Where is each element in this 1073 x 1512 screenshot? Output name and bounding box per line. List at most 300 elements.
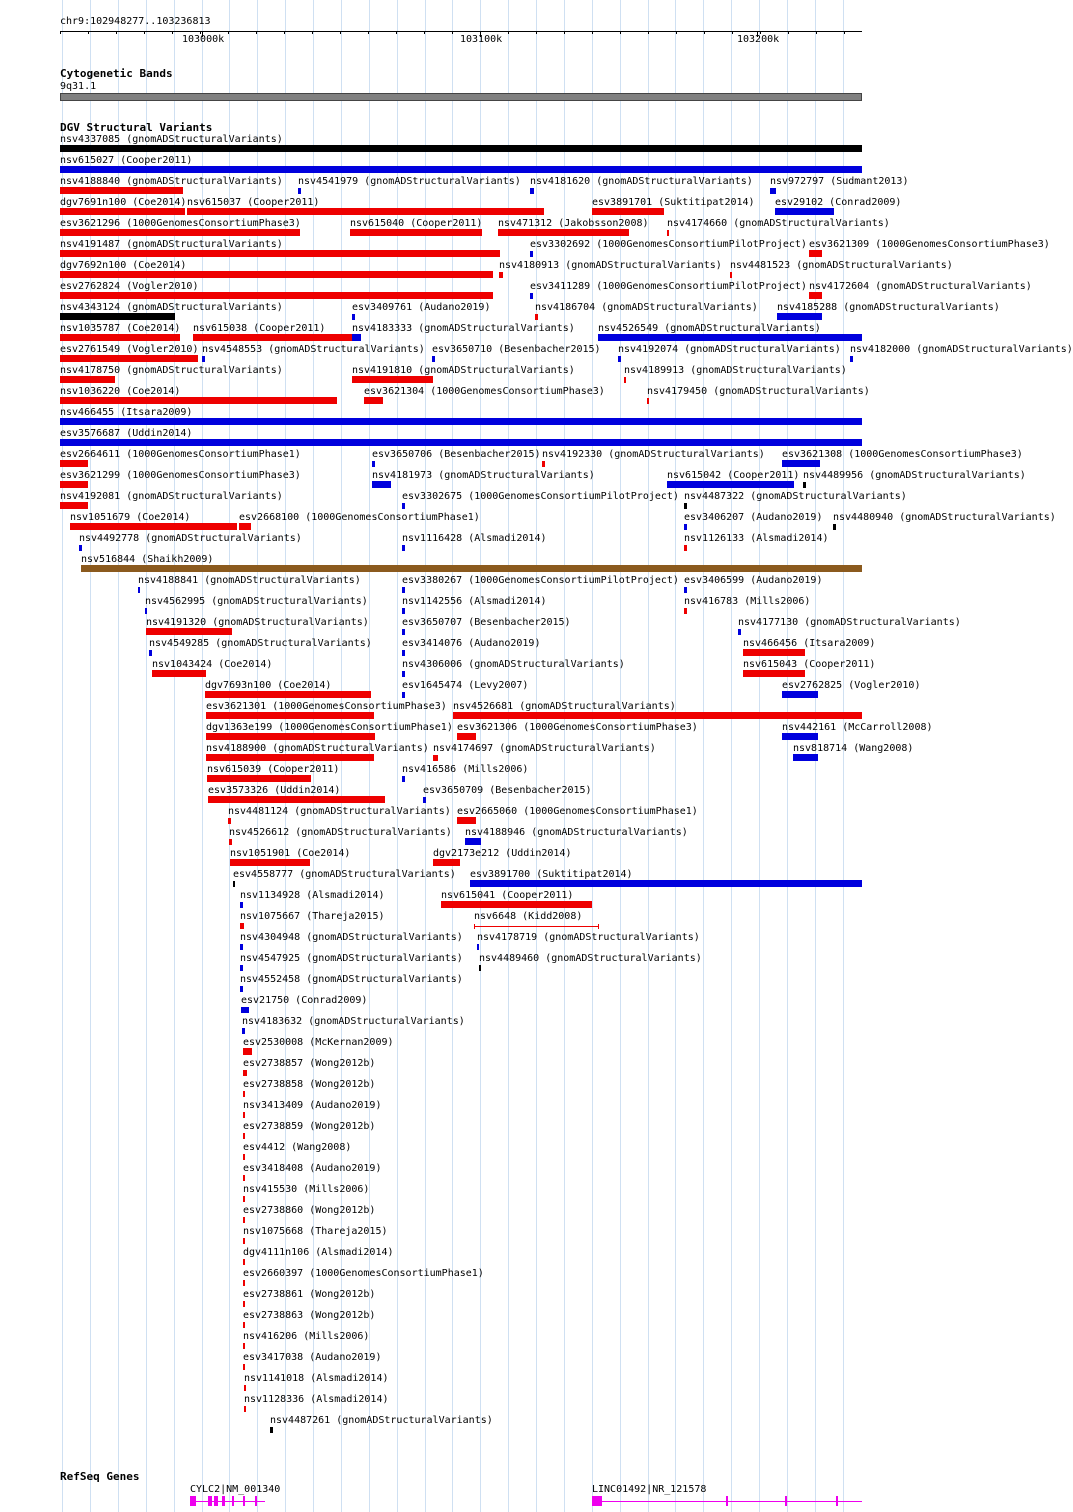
gene-exon[interactable]	[208, 1496, 212, 1506]
variant-bar[interactable]	[684, 587, 687, 593]
variant-label[interactable]: nsv1134928 (Alsmadi2014)	[240, 890, 385, 901]
variant-label[interactable]: nsv4178750 (gnomADStructuralVariants)	[60, 365, 283, 376]
variant-bar[interactable]	[743, 670, 805, 677]
variant-label[interactable]: nsv615042 (Cooper2011)	[667, 470, 800, 481]
variant-label[interactable]: nsv415530 (Mills2006)	[243, 1184, 370, 1195]
variant-bar[interactable]	[205, 691, 371, 698]
variant-label[interactable]: esv2738863 (Wong2012b)	[243, 1310, 376, 1321]
variant-bar[interactable]	[684, 503, 687, 509]
variant-bar[interactable]	[60, 502, 88, 509]
cytoband-label: 9q31.1	[60, 81, 97, 92]
ruler-tick-label: 103000k	[182, 34, 225, 45]
variant-label[interactable]: nsv1043424 (Coe2014)	[152, 659, 273, 670]
variant-label[interactable]: nsv4189913 (gnomADStructuralVariants)	[624, 365, 847, 376]
variant-bar[interactable]	[530, 251, 533, 257]
variant-label[interactable]: nsv1126133 (Alsmadi2014)	[684, 533, 829, 544]
variant-label[interactable]: nsv4183333 (gnomADStructuralVariants)	[352, 323, 575, 334]
variant-bar[interactable]	[782, 460, 820, 467]
variant-bar[interactable]	[243, 1322, 245, 1328]
variant-bar[interactable]	[402, 545, 405, 551]
ruler-tick	[620, 31, 621, 34]
variant-label[interactable]: esv3621299 (1000GenomesConsortiumPhase3)	[60, 470, 301, 481]
variant-label[interactable]: nsv442161 (McCarroll2008)	[782, 722, 933, 733]
variant-label[interactable]: esv3418408 (Audano2019)	[243, 1163, 382, 1174]
ruler-tick	[564, 31, 565, 34]
variant-label[interactable]: nsv4177130 (gnomADStructuralVariants)	[738, 617, 961, 628]
gene-exon[interactable]	[222, 1496, 225, 1506]
variant-bar[interactable]	[60, 313, 175, 320]
refseq-track-title: RefSeq Genes	[60, 1470, 140, 1483]
variant-label[interactable]: nsv4192330 (gnomADStructuralVariants)	[542, 449, 765, 460]
variant-label[interactable]: nsv4541979 (gnomADStructuralVariants)	[298, 176, 521, 187]
variant-bar[interactable]	[187, 208, 544, 215]
variant-bar[interactable]	[782, 733, 818, 740]
variant-bar[interactable]	[684, 545, 687, 551]
variant-bar[interactable]	[240, 923, 244, 929]
variant-bar[interactable]	[138, 587, 140, 593]
variant-label[interactable]: esv3406207 (Audano2019)	[684, 512, 823, 523]
ruler-tick	[844, 31, 845, 34]
variant-label[interactable]: nsv4188841 (gnomADStructuralVariants)	[138, 575, 361, 586]
variant-label[interactable]: nsv4489956 (gnomADStructuralVariants)	[803, 470, 1026, 481]
variant-bar[interactable]	[240, 944, 243, 950]
variant-label[interactable]: esv3573326 (Uddin2014)	[208, 785, 341, 796]
variant-label[interactable]: esv3406599 (Audano2019)	[684, 575, 823, 586]
variant-bar[interactable]	[243, 1070, 247, 1076]
variant-bar[interactable]	[402, 608, 405, 614]
variant-bar[interactable]	[592, 208, 664, 215]
variant-label[interactable]: nsv1051679 (Coe2014)	[70, 512, 191, 523]
variant-bar[interactable]	[803, 482, 806, 488]
variant-label[interactable]: esv2738861 (Wong2012b)	[243, 1289, 376, 1300]
variant-bar[interactable]	[240, 965, 243, 971]
variant-label[interactable]: esv3621309 (1000GenomesConsortiumPhase3)	[809, 239, 1050, 250]
gene-exon[interactable]	[726, 1496, 728, 1506]
variant-label[interactable]: esv3621308 (1000GenomesConsortiumPhase3)	[782, 449, 1023, 460]
variant-label[interactable]: nsv4181973 (gnomADStructuralVariants)	[372, 470, 595, 481]
variant-label[interactable]: nsv615043 (Cooper2011)	[743, 659, 876, 670]
variant-bar[interactable]	[433, 755, 438, 761]
variant-label[interactable]: esv21750 (Conrad2009)	[241, 995, 368, 1006]
variant-label[interactable]: esv3302692 (1000GenomesConsortiumPilotProject)	[530, 239, 807, 250]
gene-exon[interactable]	[592, 1496, 602, 1506]
variant-bar[interactable]	[743, 649, 805, 656]
variant-bar[interactable]	[530, 188, 534, 194]
gene-label[interactable]: LINC01492|NR_121578	[592, 1484, 707, 1495]
gene-intron-line[interactable]	[190, 1501, 265, 1502]
variant-bar[interactable]	[79, 545, 82, 551]
variant-label[interactable]: esv2660397 (1000GenomesConsortiumPhase1)	[243, 1268, 484, 1279]
variant-bar[interactable]	[809, 250, 822, 257]
variant-bar[interactable]	[402, 650, 405, 656]
variant-label[interactable]: esv2668100 (1000GenomesConsortiumPhase1)	[239, 512, 480, 523]
variant-bar[interactable]	[474, 926, 599, 927]
variant-label[interactable]: nsv4487322 (gnomADStructuralVariants)	[684, 491, 907, 502]
variant-label[interactable]: nsv4487261 (gnomADStructuralVariants)	[270, 1415, 493, 1426]
variant-label[interactable]: esv3409761 (Audano2019)	[352, 302, 491, 313]
ruler-tick	[396, 31, 397, 34]
variant-bar[interactable]	[243, 1133, 245, 1139]
ruler-tick	[256, 31, 257, 34]
ruler-tick	[172, 31, 173, 34]
variant-bar[interactable]	[243, 1238, 245, 1244]
gene-exon[interactable]	[190, 1496, 196, 1506]
variant-label[interactable]: nsv4552458 (gnomADStructuralVariants)	[240, 974, 463, 985]
variant-label[interactable]: nsv466455 (Itsara2009)	[60, 407, 193, 418]
variant-label[interactable]: nsv4180913 (gnomADStructuralVariants)	[499, 260, 722, 271]
variant-bar[interactable]	[60, 418, 862, 425]
ruler-tick	[592, 31, 593, 34]
variant-label[interactable]: esv2530008 (McKernan2009)	[243, 1037, 394, 1048]
ruler-tick	[452, 31, 453, 34]
ruler-tick	[732, 31, 733, 34]
variant-bar[interactable]	[60, 187, 183, 194]
variant-label[interactable]: esv3380267 (1000GenomesConsortiumPilotProject)	[402, 575, 679, 586]
variant-label[interactable]: nsv4337085 (gnomADStructuralVariants)	[60, 134, 283, 145]
variant-bar[interactable]	[60, 271, 493, 278]
variant-label[interactable]: nsv4481523 (gnomADStructuralVariants)	[730, 260, 953, 271]
variant-end-cap	[598, 924, 599, 929]
variant-label[interactable]: nsv615041 (Cooper2011)	[441, 890, 574, 901]
variant-bar[interactable]	[402, 629, 405, 635]
variant-bar[interactable]	[243, 1154, 245, 1160]
variant-bar[interactable]	[352, 334, 361, 341]
variant-bar[interactable]	[243, 1048, 252, 1055]
variant-label[interactable]: esv3417038 (Audano2019)	[243, 1352, 382, 1363]
variant-bar[interactable]	[60, 208, 185, 215]
variant-label[interactable]: nsv4188900 (gnomADStructuralVariants)	[206, 743, 429, 754]
variant-label[interactable]: esv3621306 (1000GenomesConsortiumPhase3)	[457, 722, 698, 733]
ruler-tick-label: 103200k	[737, 34, 780, 45]
gene-exon[interactable]	[214, 1496, 218, 1506]
variant-bar[interactable]	[60, 376, 115, 383]
variant-label[interactable]: nsv818714 (Wang2008)	[793, 743, 914, 754]
variant-bar[interactable]	[782, 691, 818, 698]
variant-bar[interactable]	[441, 901, 592, 908]
variant-label[interactable]: nsv615027 (Cooper2011)	[60, 155, 193, 166]
variant-label[interactable]: nsv416783 (Mills2006)	[684, 596, 811, 607]
variant-label[interactable]: nsv4304948 (gnomADStructuralVariants)	[240, 932, 463, 943]
variant-label[interactable]: nsv4192074 (gnomADStructuralVariants)	[618, 344, 841, 355]
variant-bar[interactable]	[530, 293, 533, 299]
ruler-tick	[508, 31, 509, 34]
variant-label[interactable]: esv3302675 (1000GenomesConsortiumPilotProject)	[402, 491, 679, 502]
variant-label[interactable]: nsv1075667 (Thareja2015)	[240, 911, 385, 922]
variant-label[interactable]: nsv1035787 (Coe2014)	[60, 323, 181, 334]
gene-exon[interactable]	[785, 1496, 787, 1506]
variant-bar[interactable]	[453, 712, 862, 719]
ruler-tick	[116, 31, 117, 34]
variant-label[interactable]: nsv4548553 (gnomADStructuralVariants)	[202, 344, 425, 355]
variant-label[interactable]: nsv4562995 (gnomADStructuralVariants)	[145, 596, 368, 607]
variant-bar[interactable]	[243, 1091, 245, 1097]
variant-label[interactable]: esv3621301 (1000GenomesConsortiumPhase3)	[206, 701, 447, 712]
variant-bar[interactable]	[364, 397, 383, 404]
variant-bar[interactable]	[60, 292, 493, 299]
variant-bar[interactable]	[270, 1427, 273, 1433]
ruler-tick	[704, 31, 705, 34]
variant-label[interactable]: esv2738857 (Wong2012b)	[243, 1058, 376, 1069]
variant-label[interactable]: esv3891701 (Suktitipat2014)	[592, 197, 755, 208]
variant-bar[interactable]	[60, 397, 337, 404]
variant-bar[interactable]	[243, 1112, 245, 1118]
variant-label[interactable]: nsv4489460 (gnomADStructuralVariants)	[479, 953, 702, 964]
variant-bar[interactable]	[243, 1343, 245, 1349]
variant-label[interactable]: nsv1036220 (Coe2014)	[60, 386, 181, 397]
variant-bar[interactable]	[350, 229, 482, 236]
variant-bar[interactable]	[667, 230, 669, 236]
variant-label[interactable]: nsv4481124 (gnomADStructuralVariants)	[228, 806, 451, 817]
variant-bar[interactable]	[60, 355, 198, 362]
variant-label[interactable]: dgv4111n106 (Alsmadi2014)	[243, 1247, 394, 1258]
variant-label[interactable]: nsv615040 (Cooper2011)	[350, 218, 483, 229]
variant-bar[interactable]	[498, 229, 629, 236]
variant-bar[interactable]	[60, 481, 88, 488]
variant-bar[interactable]	[479, 965, 481, 971]
variant-label[interactable]: esv3650706 (Besenbacher2015)	[372, 449, 541, 460]
variant-label[interactable]: nsv4172604 (gnomADStructuralVariants)	[809, 281, 1032, 292]
variant-bar[interactable]	[152, 670, 206, 677]
variant-label[interactable]: nsv1142556 (Alsmadi2014)	[402, 596, 547, 607]
variant-label[interactable]: nsv4183632 (gnomADStructuralVariants)	[242, 1016, 465, 1027]
variant-bar[interactable]	[402, 503, 405, 509]
variant-bar[interactable]	[70, 523, 237, 530]
variant-label[interactable]: nsv3413409 (Audano2019)	[243, 1100, 382, 1111]
variant-label[interactable]: nsv4306006 (gnomADStructuralVariants)	[402, 659, 625, 670]
variant-label[interactable]: esv2738860 (Wong2012b)	[243, 1205, 376, 1216]
variant-label[interactable]: nsv4186704 (gnomADStructuralVariants)	[535, 302, 758, 313]
variant-label[interactable]: dgv7691n100 (Coe2014)	[60, 197, 187, 208]
variant-bar[interactable]	[372, 481, 391, 488]
variant-bar[interactable]	[60, 229, 300, 236]
variant-bar[interactable]	[432, 356, 435, 362]
variant-bar[interactable]	[465, 838, 481, 845]
variant-label[interactable]: esv3650710 (Besenbacher2015)	[432, 344, 601, 355]
variant-bar[interactable]	[60, 439, 862, 446]
variant-bar[interactable]	[352, 314, 355, 320]
variant-bar[interactable]	[193, 334, 352, 341]
variant-label[interactable]: esv3891700 (Suktitipat2014)	[470, 869, 633, 880]
variant-bar[interactable]	[402, 587, 405, 593]
variant-label[interactable]: dgv1363e199 (1000GenomesConsortiumPhase1)	[206, 722, 453, 733]
variant-bar[interactable]	[206, 712, 374, 719]
variant-bar[interactable]	[241, 1007, 249, 1013]
variant-bar[interactable]	[242, 1028, 245, 1034]
variant-bar[interactable]	[352, 376, 433, 383]
gene-exon[interactable]	[836, 1496, 838, 1506]
variant-label[interactable]: nsv1051901 (Coe2014)	[230, 848, 351, 859]
variant-bar[interactable]	[738, 629, 741, 635]
variant-label[interactable]: esv3411289 (1000GenomesConsortiumPilotProject)	[530, 281, 807, 292]
variant-bar[interactable]	[206, 733, 375, 740]
variant-bar[interactable]	[647, 398, 649, 404]
variant-label[interactable]: nsv4191810 (gnomADStructuralVariants)	[352, 365, 575, 376]
variant-bar[interactable]	[60, 250, 500, 257]
variant-label[interactable]: nsv1075668 (Thareja2015)	[243, 1226, 388, 1237]
variant-bar[interactable]	[477, 944, 479, 950]
variant-label[interactable]: esv2738858 (Wong2012b)	[243, 1079, 376, 1090]
variant-label[interactable]: nsv4174697 (gnomADStructuralVariants)	[433, 743, 656, 754]
cytoband-bar[interactable]	[60, 93, 862, 101]
variant-bar[interactable]	[457, 817, 476, 824]
variant-bar[interactable]	[624, 377, 626, 383]
variant-bar[interactable]	[243, 1175, 245, 1181]
variant-label[interactable]: nsv4188946 (gnomADStructuralVariants)	[465, 827, 688, 838]
variant-label[interactable]: esv3621304 (1000GenomesConsortiumPhase3)	[364, 386, 605, 397]
variant-label[interactable]: esv3650709 (Besenbacher2015)	[423, 785, 592, 796]
variant-bar[interactable]	[423, 797, 426, 803]
variant-bar[interactable]	[243, 1364, 245, 1370]
ruler-tick	[424, 31, 425, 34]
variant-label[interactable]: dgv2173e212 (Uddin2014)	[433, 848, 572, 859]
variant-label[interactable]: esv3650707 (Besenbacher2015)	[402, 617, 571, 628]
gene-exon[interactable]	[232, 1496, 234, 1506]
variant-bar[interactable]	[667, 481, 794, 488]
variant-label[interactable]: nsv4480940 (gnomADStructuralVariants)	[833, 512, 1056, 523]
variant-label[interactable]: nsv615039 (Cooper2011)	[207, 764, 340, 775]
variant-bar[interactable]	[233, 881, 235, 887]
variant-bar[interactable]	[60, 334, 180, 341]
variant-label[interactable]: nsv4192081 (gnomADStructuralVariants)	[60, 491, 283, 502]
variant-bar[interactable]	[240, 902, 243, 908]
variant-bar[interactable]	[240, 986, 243, 992]
variant-bar[interactable]	[402, 776, 405, 782]
variant-bar[interactable]	[202, 356, 205, 362]
variant-bar[interactable]	[243, 1301, 245, 1307]
variant-bar[interactable]	[535, 314, 538, 320]
variant-bar[interactable]	[770, 188, 776, 194]
variant-label[interactable]: nsv471312 (Jakobsson2008)	[498, 218, 649, 229]
variant-bar[interactable]	[793, 754, 818, 761]
variant-label[interactable]: esv4412 (Wang2008)	[243, 1142, 352, 1153]
variant-bar[interactable]	[598, 334, 862, 341]
variant-label[interactable]: dgv7693n100 (Coe2014)	[205, 680, 332, 691]
variant-bar[interactable]	[81, 565, 862, 572]
variant-label[interactable]: esv2665060 (1000GenomesConsortiumPhase1)	[457, 806, 698, 817]
variant-label[interactable]: nsv4191320 (gnomADStructuralVariants)	[146, 617, 369, 628]
variant-label[interactable]: nsv4526681 (gnomADStructuralVariants)	[453, 701, 676, 712]
variant-bar[interactable]	[542, 461, 545, 467]
variant-bar[interactable]	[207, 775, 311, 782]
variant-bar[interactable]	[684, 608, 687, 614]
variant-label[interactable]: nsv1141018 (Alsmadi2014)	[244, 1373, 389, 1384]
variant-label[interactable]: nsv4181620 (gnomADStructuralVariants)	[530, 176, 753, 187]
variant-label[interactable]: esv2762824 (Vogler2010)	[60, 281, 199, 292]
variant-label[interactable]: esv3576687 (Uddin2014)	[60, 428, 193, 439]
variant-label[interactable]: esv2738859 (Wong2012b)	[243, 1121, 376, 1132]
variant-label[interactable]: nsv4526549 (gnomADStructuralVariants)	[598, 323, 821, 334]
ruler-tick	[340, 31, 341, 34]
variant-bar[interactable]	[230, 859, 310, 866]
variant-label[interactable]: nsv615038 (Cooper2011)	[193, 323, 326, 334]
variant-bar[interactable]	[145, 608, 147, 614]
variant-label[interactable]: dgv7692n100 (Coe2014)	[60, 260, 187, 271]
variant-label[interactable]: nsv972797 (Sudmant2013)	[770, 176, 909, 187]
variant-label[interactable]: nsv4191487 (gnomADStructuralVariants)	[60, 239, 283, 250]
variant-bar[interactable]	[618, 356, 621, 362]
variant-bar[interactable]	[60, 166, 862, 173]
variant-bar[interactable]	[244, 1385, 246, 1391]
variant-label[interactable]: nsv4178719 (gnomADStructuralVariants)	[477, 932, 700, 943]
gene-exon[interactable]	[243, 1496, 245, 1506]
variant-bar[interactable]	[243, 1280, 245, 1286]
ruler-tick	[368, 31, 369, 34]
variant-bar[interactable]	[243, 1217, 245, 1223]
variant-bar[interactable]	[809, 292, 822, 299]
variant-bar[interactable]	[298, 188, 301, 194]
variant-label[interactable]: nsv466456 (Itsara2009)	[743, 638, 876, 649]
variant-label[interactable]: nsv4174660 (gnomADStructuralVariants)	[667, 218, 890, 229]
variant-label[interactable]: esv2761549 (Vogler2010)	[60, 344, 199, 355]
variant-label[interactable]: nsv4185288 (gnomADStructuralVariants)	[777, 302, 1000, 313]
variant-label[interactable]: nsv4179450 (gnomADStructuralVariants)	[647, 386, 870, 397]
variant-label[interactable]: esv29102 (Conrad2009)	[775, 197, 902, 208]
variant-bar[interactable]	[229, 839, 232, 845]
variant-bar[interactable]	[206, 754, 374, 761]
variant-label[interactable]: nsv4549285 (gnomADStructuralVariants)	[149, 638, 372, 649]
gene-label[interactable]: CYLC2|NM_001340	[190, 1484, 281, 1495]
variant-label[interactable]: nsv416586 (Mills2006)	[402, 764, 529, 775]
variant-bar[interactable]	[777, 313, 822, 320]
dgv-track-title: DGV Structural Variants	[60, 121, 213, 134]
variant-label[interactable]: esv1645474 (Levy2007)	[402, 680, 529, 691]
ruler-tick	[788, 31, 789, 34]
variant-bar[interactable]	[228, 818, 231, 824]
variant-bar[interactable]	[146, 628, 232, 635]
variant-label[interactable]: nsv4182000 (gnomADStructuralVariants)	[850, 344, 1073, 355]
variant-bar[interactable]	[372, 461, 375, 467]
variant-bar[interactable]	[457, 733, 476, 740]
variant-bar[interactable]	[402, 692, 405, 698]
variant-bar[interactable]	[833, 524, 836, 530]
ruler-tick	[88, 31, 89, 34]
variant-bar[interactable]	[684, 524, 687, 530]
variant-label[interactable]: nsv615037 (Cooper2011)	[187, 197, 320, 208]
variant-label[interactable]: nsv416206 (Mills2006)	[243, 1331, 370, 1342]
variant-bar[interactable]	[775, 208, 834, 215]
variant-label[interactable]: nsv516844 (Shaikh2009)	[81, 554, 214, 565]
variant-label[interactable]: esv4558777 (gnomADStructuralVariants)	[233, 869, 456, 880]
variant-bar[interactable]	[243, 1196, 245, 1202]
variant-bar[interactable]	[243, 1259, 245, 1265]
variant-bar[interactable]	[244, 1406, 246, 1412]
variant-bar[interactable]	[850, 356, 853, 362]
variant-bar[interactable]	[60, 460, 88, 467]
variant-label[interactable]: nsv4547925 (gnomADStructuralVariants)	[240, 953, 463, 964]
variant-bar[interactable]	[60, 145, 862, 152]
variant-bar[interactable]	[433, 859, 460, 866]
variant-label[interactable]: nsv1116428 (Alsmadi2014)	[402, 533, 547, 544]
variant-label[interactable]: esv2664611 (1000GenomesConsortiumPhase1)	[60, 449, 301, 460]
variant-label[interactable]: esv3621296 (1000GenomesConsortiumPhase3)	[60, 218, 301, 229]
variant-label[interactable]: nsv4526612 (gnomADStructuralVariants)	[229, 827, 452, 838]
gene-exon[interactable]	[255, 1496, 257, 1506]
variant-label[interactable]: nsv4343124 (gnomADStructuralVariants)	[60, 302, 283, 313]
variant-bar[interactable]	[470, 880, 862, 887]
variant-label[interactable]: nsv4492778 (gnomADStructuralVariants)	[79, 533, 302, 544]
variant-bar[interactable]	[730, 272, 732, 278]
variant-label[interactable]: nsv1128336 (Alsmadi2014)	[244, 1394, 389, 1405]
variant-label[interactable]: nsv6648 (Kidd2008)	[474, 911, 583, 922]
variant-bar[interactable]	[149, 650, 152, 656]
variant-label[interactable]: nsv4188840 (gnomADStructuralVariants)	[60, 176, 283, 187]
variant-bar[interactable]	[208, 796, 385, 803]
variant-bar[interactable]	[499, 272, 503, 278]
variant-label[interactable]: esv2762825 (Vogler2010)	[782, 680, 921, 691]
variant-label[interactable]: esv3414076 (Audano2019)	[402, 638, 541, 649]
variant-bar[interactable]	[239, 523, 251, 530]
variant-bar[interactable]	[402, 671, 405, 677]
